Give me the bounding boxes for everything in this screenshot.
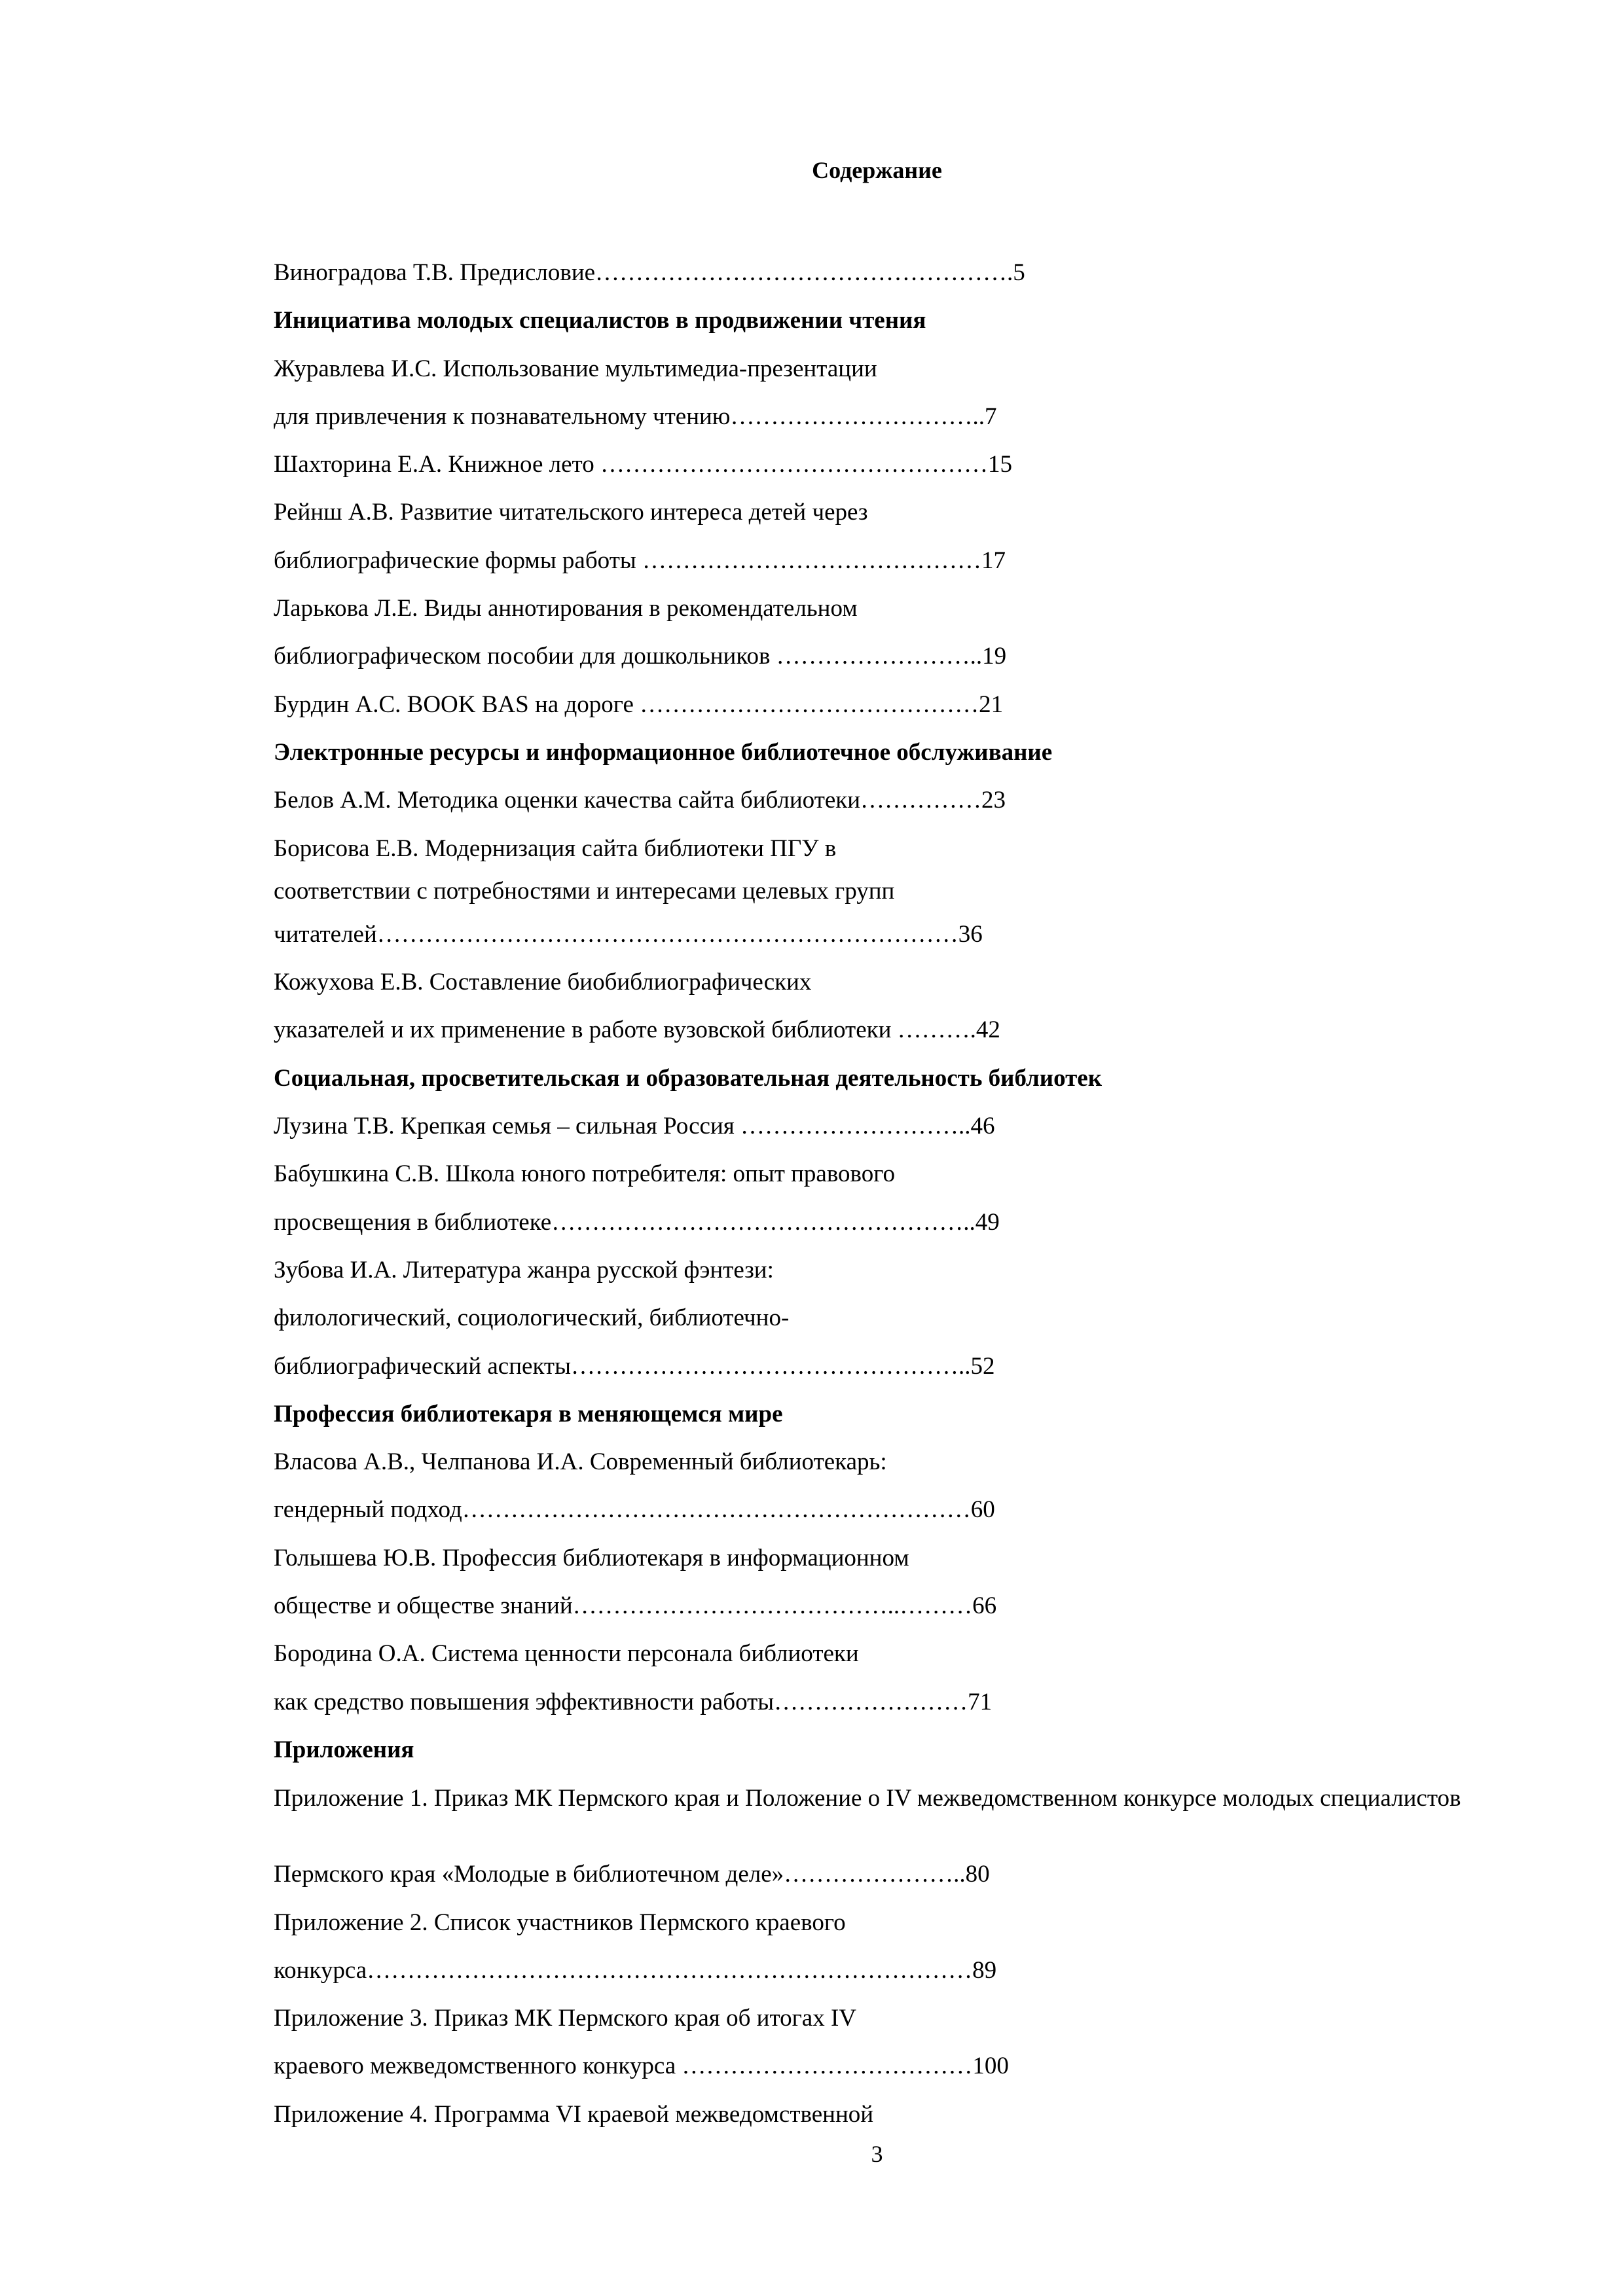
toc-entry-line: конкурса…………………………………………………………………89 — [274, 1956, 997, 1984]
toc-entry-line: Приложение 1. Приказ МК Пермского края и Положение о IV межведомственном конкурсе молодых специалистов — [274, 1785, 1461, 1812]
toc-entry-line: краевого межведомственного конкурса ………………………………100 — [274, 2053, 1009, 2080]
toc-entry-line: Голышева Ю.В. Профессия библиотекаря в информационном — [274, 1544, 909, 1571]
toc-entry-line: Приложение 2. Список участников Пермского краевого — [274, 1909, 846, 1936]
toc-entry-line: гендерный подход………………………………………………………60 — [274, 1496, 995, 1524]
toc-entry-line: библиографические формы работы ……………………………………17 — [274, 547, 1006, 574]
toc-entry-line: Бородина О.А. Система ценности персонала библиотеки — [274, 1640, 859, 1668]
toc-entry-line: Зубова И.А. Литература жанра русской фэнтези: — [274, 1256, 774, 1283]
toc-section-heading: Инициатива молодых специалистов в продвижении чтения — [274, 307, 926, 334]
toc-entry-line: библиографическом пособии для дошкольников ……………………..19 — [274, 643, 1007, 670]
toc-entry-line: Белов А.М. Методика оценки качества сайта библиотеки……………23 — [274, 787, 1006, 814]
toc-entry-line: указателей и их применение в работе вузовской библиотеки ……….42 — [274, 1016, 1000, 1044]
toc-section-heading: Приложения — [274, 1736, 414, 1763]
toc-section-heading: Социальная, просветительская и образовательная деятельность библиотек — [274, 1064, 1103, 1092]
toc-entry-line: Шахторина Е.А. Книжное лето …………………………………………15 — [274, 451, 1012, 478]
toc-entry-line: Приложение 3. Приказ МК Пермского края об итогах IV — [274, 2005, 857, 2032]
toc-entry-line: Лузина Т.В. Крепкая семья – сильная Россия ………………………..46 — [274, 1113, 995, 1140]
toc-entry-line: Бурдин А.С. BOOK BAS на дороге ……………………………………21 — [274, 691, 1004, 718]
toc-entry-line: Ларькова Л.Е. Виды аннотирования в рекомендательном — [274, 595, 858, 622]
toc-section-heading: Профессия библиотекаря в меняющемся мире — [274, 1400, 783, 1427]
page-title: Содержание — [812, 157, 942, 183]
toc-entry-line: для привлечения к познавательному чтению…………………………..7 — [274, 403, 997, 430]
toc-section-heading: Электронные ресурсы и информационное библиотечное обслуживание — [274, 738, 1053, 766]
toc-entry-line: соответствии с потребностями и интересами целевых групп — [274, 877, 895, 905]
toc-entry-line: библиографический аспекты…………………………………………..52 — [274, 1352, 995, 1380]
toc-entry-line: Кожухова Е.В. Составление биобиблиографических — [274, 969, 812, 996]
toc-entry-line: как средство повышения эффективности работы……………………71 — [274, 1688, 993, 1715]
toc-entry-line: филологический, социологический, библиотечно- — [274, 1304, 790, 1332]
table-of-contents — [274, 249, 1518, 2138]
toc-entry-line: читателей………………………………………………………………36 — [274, 920, 983, 948]
toc-entry-line: Пермского края «Молодые в библиотечном деле»…………………..80 — [274, 1861, 990, 1888]
toc-entry-line: Журавлева И.С. Использование мультимедиа-презентации — [274, 355, 877, 382]
toc-entry-line: Борисова Е.В. Модернизация сайта библиотеки ПГУ в — [274, 834, 837, 862]
toc-entry-line: Рейнш А.В. Развитие читательского интереса детей через — [274, 499, 868, 526]
toc-entry-line: просвещения в библиотеке……………………………………………..49 — [274, 1208, 1000, 1236]
toc-entry-line: Бабушкина С.В. Школа юного потребителя: опыт правового — [274, 1160, 896, 1188]
toc-entry-line: Приложение 4. Программа VI краевой межведомственной — [274, 2100, 874, 2128]
toc-entry-line: Виноградова Т.В. Предисловие…………………………………………….5 — [274, 259, 1025, 286]
page-number: 3 — [871, 2141, 883, 2167]
toc-entry-line: Власова А.В., Челпанова И.А. Современный библиотекарь: — [274, 1448, 887, 1476]
toc-entry-line: обществе и обществе знаний…………………………………..………66 — [274, 1592, 997, 1620]
